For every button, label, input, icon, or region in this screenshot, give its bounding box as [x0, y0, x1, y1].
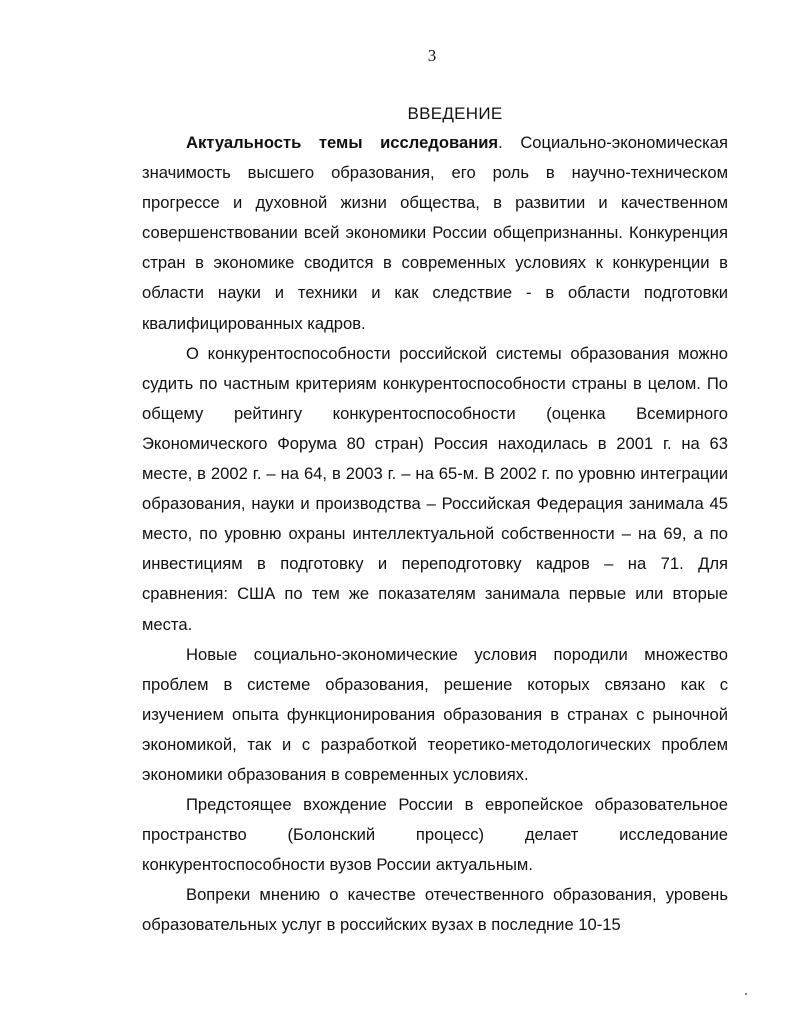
paragraph-lead: Актуальность темы исследования — [186, 133, 499, 152]
paragraph-relevance — [142, 128, 728, 339]
paragraph-quality: Вопреки мнению о качестве отечественного образования, уровень образовательных услуг в российских вузах в последние 10-15 — [142, 885, 728, 935]
scan-artifact — [745, 993, 747, 995]
paragraph-bologna: Предстоящее вхождение России в европейское образовательное пространство (Болонский процесс) делает исследование конкурентоспособности вузов России актуальным. — [142, 795, 728, 875]
paragraph-new-conditions: Новые социально-экономические условия породили множество проблем в системе образования, решение которых связано как с изучением опыта функционирования образования в странах с рыночной экономикой, так и с разработкой теоретико-методологических проблем экономики образования в современных условиях. — [142, 644, 728, 784]
section-title: ВВЕДЕНИЕ — [407, 104, 503, 123]
page-number: 3 — [427, 46, 437, 65]
document-body — [142, 128, 728, 941]
paragraph-text: . Социально-экономическая значимость высшего образования, его роль в научно-техническом прогрессе и духовной жизни общества, в развитии и качественном совершенствовании всей экономики России общепризнанны. Конкуренция стран в экономике сводится в современных условиях к конкуренции в области науки и техники и как следствие - в области подготовки квалифицированных кадров. — [142, 133, 729, 333]
paragraph-competitiveness: О конкурентоспособности российской системы образования можно судить по частным критериям конкурентоспособности страны в целом. По общему рейтингу конкурентоспособности (оценка Всемирного Экономического Форума 80 стран) Россия находилась в 2001 г. на 63 месте, в 2002 г. – на 64, в 2003 г. – на 65-м. В 2002 г. по уровню интеграции образования, науки и производства – Российская Федерация занимала 45 место, по уровню охраны интеллектуальной собственности – на 69, а по инвестициям в подготовку и переподготовку кадров – на 71. Для сравнения: США по тем же показателям занимала первые или вторые места. — [142, 343, 728, 634]
